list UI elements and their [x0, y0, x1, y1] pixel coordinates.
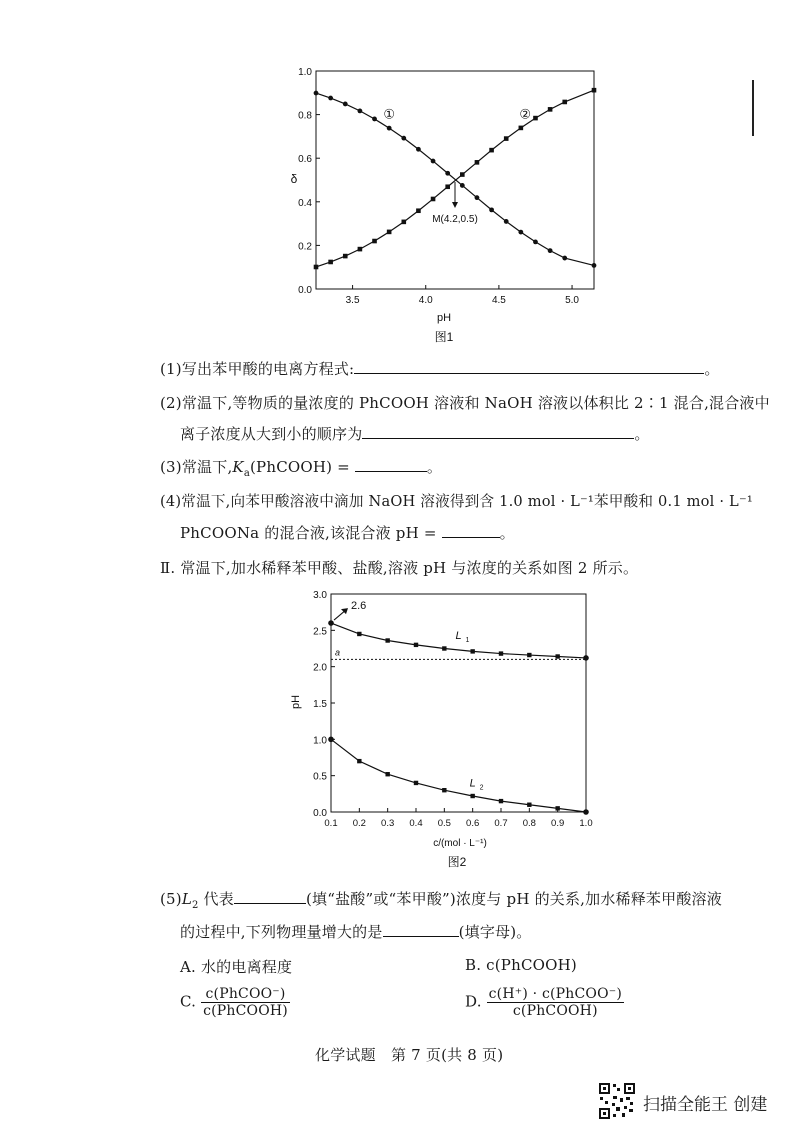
question-2-line-2: [180, 423, 650, 444]
margin-bar: [752, 80, 754, 136]
figure-1-series-1-point: [460, 183, 465, 188]
figure-2-series-1-point: [555, 654, 559, 658]
figure-2-series-2-point: [414, 781, 418, 785]
option-b-text: B. c(PhCOOH): [465, 956, 577, 974]
scanner-watermark: [643, 1090, 767, 1115]
figure-2-series-1-point: [385, 638, 389, 642]
question-3-sub: a: [243, 468, 250, 479]
figure-1-series-1-point: [343, 102, 348, 107]
question-4-line-1: [160, 490, 753, 511]
figure-1-series-1-point: [387, 126, 392, 131]
figure-2-caption: 图2: [447, 855, 467, 869]
figure-1-series-2-point: [431, 197, 436, 202]
figure-2-l2-label: L: [469, 777, 476, 790]
figure-2-series-2-point: [527, 803, 531, 807]
figure-1-series-1-point: [475, 195, 480, 200]
question-3-k: K: [232, 458, 244, 476]
question-4-end: 。: [499, 524, 515, 542]
figure-1-series-2-point: [372, 239, 377, 244]
figure-1-xtick-label: 5.0: [565, 295, 580, 306]
figure-2-ytick-label: 0.5: [313, 771, 327, 783]
question-5-sub: 2: [192, 900, 199, 911]
figure-2-xtick-label: 0.5: [437, 818, 451, 829]
figure-1-series-1-point: [518, 230, 523, 235]
option-c[interactable]: [180, 986, 290, 1019]
figure-1-series-2-point: [562, 100, 567, 105]
question-2-blank[interactable]: [362, 424, 634, 439]
figure-1-series-line-1: [316, 93, 594, 265]
question-1-end: 。: [704, 360, 720, 378]
figure-2-ytick-label: 1.0: [313, 735, 327, 747]
question-5-text-2: 的过程中,下列物理量增大的是: [180, 923, 383, 941]
figure-2-series-2-point: [555, 806, 559, 810]
figure-1-series-2-point: [314, 265, 319, 270]
figure-1-series-1-point: [372, 117, 377, 122]
figure-1-series-2-point: [460, 172, 465, 177]
question-2-text-2: 离子浓度从大到小的顺序为: [180, 425, 363, 443]
question-1: [160, 358, 720, 379]
figure-1-plot: [298, 67, 596, 306]
page-number-text: 化学试题 第 7 页(共 8 页): [315, 1046, 504, 1064]
figure-1-caption: 图1: [434, 330, 454, 344]
figure-2-series-1-point: [357, 632, 361, 636]
figure-1-series-2-point: [548, 107, 553, 112]
figure-2-xtick-label: 0.3: [381, 818, 395, 829]
figure-2-xtick-label: 0.7: [494, 818, 508, 829]
option-c-denominator: c(PhCOOH): [203, 1003, 288, 1019]
scanner-watermark-text: 扫描全能王 创建: [643, 1095, 768, 1115]
figure-2-series-2-endpoint: [583, 809, 589, 815]
figure-1-ytick-label: 0.2: [298, 241, 312, 253]
figure-1-xtick-label: 4.0: [418, 295, 433, 306]
figure-2-xtick-label: 0.9: [551, 818, 565, 829]
option-d-numerator: c(H⁺) · c(PhCOO⁻): [488, 986, 623, 1002]
question-2-end: 。: [634, 425, 650, 443]
figure-2-series-2-point: [385, 772, 389, 776]
question-2-text: (2)常温下,等物质的量浓度的 PhCOOH 溶液和 NaOH 溶液以体积比 2∶1 混合,混合液中: [160, 394, 770, 412]
question-3: [160, 456, 442, 479]
figure-1-series-1-point: [562, 256, 567, 261]
question-5-end: (填字母)。: [458, 923, 532, 941]
figure-1-series-1-point: [401, 136, 406, 141]
figure-1-annotation-label: M(4.2,0.5): [432, 214, 478, 225]
figure-1-series-2-point: [445, 184, 450, 189]
question-5-prefix: (5): [160, 890, 182, 908]
figure-2-ytick-label: 2.0: [313, 662, 327, 674]
figure-1-xtick-label: 3.5: [345, 295, 360, 306]
figure-2-series-1-endpoint: [328, 620, 334, 626]
figure-1-series-1-point: [328, 96, 333, 101]
figure-2-xtick-label: 0.4: [409, 818, 423, 829]
figure-1-series-1-point: [489, 207, 494, 212]
option-c-fraction: [201, 986, 290, 1019]
question-3-prefix: (3)常温下,: [160, 458, 233, 476]
option-a[interactable]: [180, 956, 292, 977]
figure-2-series-2-point: [357, 759, 361, 763]
figure-1-series-2-point: [401, 220, 406, 225]
question-5-line-2: [180, 921, 531, 942]
figure-1-series-1-point: [548, 248, 553, 253]
question-1-text: (1)写出苯甲酸的电离方程式:: [160, 360, 355, 378]
option-a-text: A. 水的电离程度: [180, 958, 293, 976]
option-d-label: D.: [465, 992, 482, 1011]
figure-2-series-1-endpoint: [583, 655, 589, 661]
option-d-fraction: [487, 986, 624, 1019]
figure-2-l2-subscript: 2: [479, 784, 484, 792]
question-4-text-2: PhCOONa 的混合液,该混合液 pH =: [180, 524, 437, 542]
figure-1-ytick-label: 0.6: [298, 154, 312, 166]
figure-2-ylabel: pH: [290, 694, 302, 710]
figure-1-ytick-label: 0.0: [298, 285, 312, 296]
figure-2-xtick-label: 0.8: [522, 818, 536, 829]
figure-1-xlabel: pH: [436, 312, 452, 324]
figure-2-reference-label: a: [335, 647, 341, 658]
figure-1-series-2-point: [475, 160, 480, 165]
figure-2-xtick-label: 0.1: [324, 818, 338, 829]
figure-2-xtick-label: 0.2: [352, 818, 366, 829]
figure-2-ytick-label: 3.0: [313, 590, 327, 601]
figure-1-curve-2-label: ②: [519, 106, 532, 122]
figure-1-series-2-point: [343, 254, 348, 259]
figure-1-curve-1-label: ①: [383, 106, 395, 122]
figure-1-series-2-point: [533, 116, 538, 121]
option-c-numerator: c(PhCOO⁻): [201, 986, 290, 1003]
question-2-line-1: [160, 392, 770, 413]
question-3-blank[interactable]: [355, 457, 427, 472]
question-1-blank[interactable]: [354, 359, 704, 374]
figure-2-series-2-point: [442, 788, 446, 792]
figure-1-series-1-point: [504, 219, 509, 224]
figure-2-callout-label: 2.6: [351, 600, 367, 613]
qr-code-icon: [598, 1082, 636, 1120]
figure-1-series-2-point: [519, 126, 524, 131]
question-4-line-2: [180, 522, 515, 543]
page-footer: [315, 1044, 503, 1065]
figure-1-chart: [270, 55, 600, 355]
figure-2-ytick-label: 0.0: [313, 808, 327, 819]
figure-2-frame: [331, 594, 586, 812]
option-b[interactable]: [465, 956, 577, 974]
figure-1-series-2-point: [489, 148, 494, 153]
figure-2-ytick-label: 2.5: [313, 626, 327, 638]
question-5-rest: (填“盐酸”或“苯甲酸”)浓度与 pH 的关系,加水稀释苯甲酸溶液: [305, 890, 722, 908]
figure-2-xtick-label: 1.0: [579, 818, 593, 829]
figure-1-series-1-point: [445, 171, 450, 176]
question-4-blank[interactable]: [442, 523, 500, 538]
figure-1-series-2-point: [387, 230, 392, 235]
figure-1-series-1-point: [431, 159, 436, 164]
figure-1-series-2-point: [504, 136, 509, 141]
figure-2-chart: [285, 582, 605, 882]
figure-2-series-1-point: [499, 651, 503, 655]
figure-1-series-1-point: [314, 91, 319, 96]
figure-2-xtick-label: 0.6: [466, 818, 480, 829]
question-4-text: (4)常温下,向苯甲酸溶液中滴加 NaOH 溶液得到含 1.0 mol · L⁻¹苯甲酸和 0.1 mol · L⁻¹: [160, 493, 753, 510]
figure-1-series-1-point: [357, 108, 362, 113]
figure-2-l1-label: L: [455, 630, 462, 643]
figure-1-ylabel: δ: [290, 172, 298, 186]
figure-1-series-2-point: [592, 88, 597, 93]
figure-2-l1-subscript: 1: [465, 637, 470, 645]
figure-2-series-1-point: [527, 653, 531, 657]
section-2-text: Ⅱ. 常温下,加水稀释苯甲酸、盐酸,溶液 pH 与浓度的关系如图 2 所示。: [160, 559, 639, 577]
figure-1-series-2-point: [358, 247, 363, 252]
option-d-denominator: c(PhCOOH): [512, 1003, 598, 1019]
figure-2-series-1-point: [470, 649, 474, 653]
figure-2-series-1-point: [442, 646, 446, 650]
question-5-l: L: [181, 890, 193, 908]
question-5-mid: 代表: [198, 890, 234, 908]
figure-1-ytick-label: 0.8: [298, 110, 312, 122]
figure-2-plot: [313, 590, 593, 829]
question-5-blank-1[interactable]: [234, 889, 306, 904]
figure-1-xtick-label: 4.5: [491, 295, 506, 306]
figure-2-series-2-point: [499, 799, 503, 803]
figure-2-series-line-2: [331, 739, 586, 812]
question-3-end: 。: [426, 458, 443, 476]
option-d[interactable]: [465, 986, 624, 1019]
figure-1-series-2-point: [328, 260, 333, 265]
figure-1-series-1-point: [592, 263, 597, 268]
figure-1-ytick-label: 1.0: [298, 67, 312, 78]
figure-2-xlabel: c/(mol · L⁻¹): [433, 838, 487, 849]
figure-2-ytick-label: 1.5: [313, 699, 327, 710]
figure-1-series-1-point: [416, 147, 421, 152]
figure-1-series-2-point: [416, 208, 421, 213]
figure-1-ytick-label: 0.4: [298, 197, 312, 209]
figure-1-annotation-arrowhead: [452, 202, 458, 208]
question-5-line-1: [160, 888, 722, 911]
section-2-intro: [160, 557, 638, 578]
figure-1-series-1-point: [533, 240, 538, 245]
figure-2-series-2-endpoint: [328, 737, 334, 743]
figure-2-series-2-point: [470, 794, 474, 798]
question-3-rest: (PhCOOH) =: [250, 458, 350, 476]
question-5-blank-2[interactable]: [383, 922, 459, 937]
option-c-label: C.: [180, 992, 197, 1011]
figure-2-series-1-point: [414, 643, 418, 647]
